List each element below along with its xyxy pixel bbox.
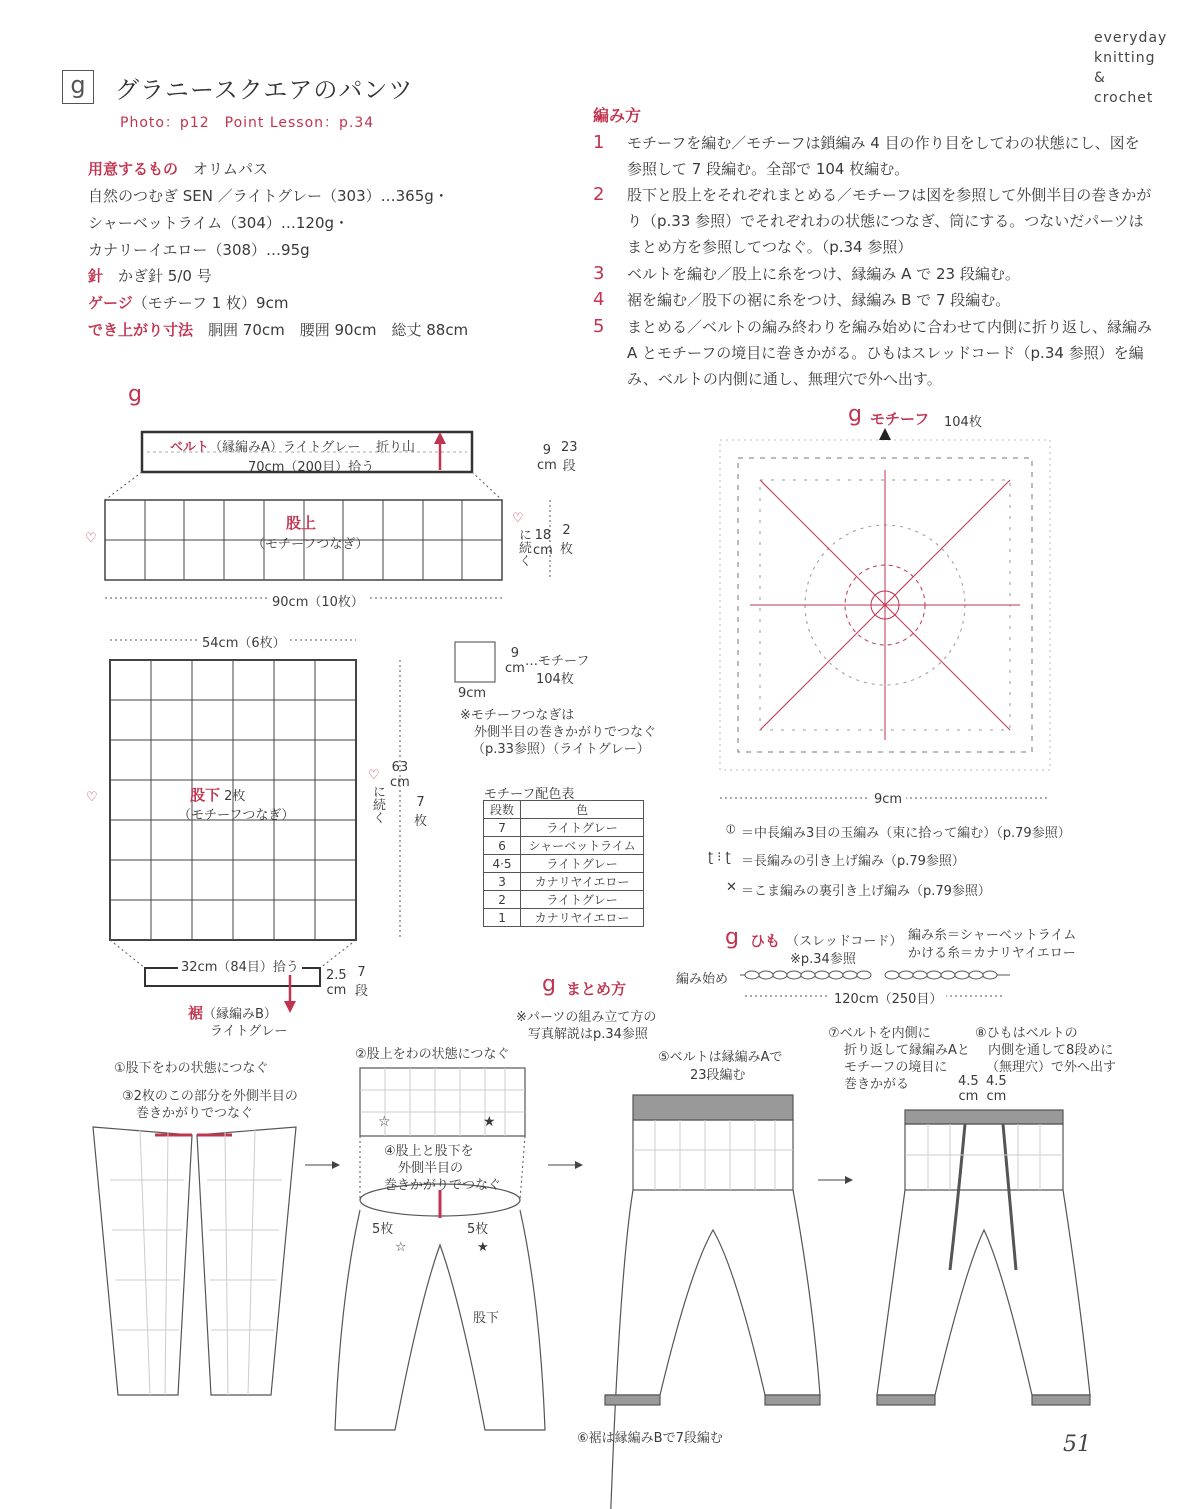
belt-width: 70cm（200目）拾う: [248, 460, 375, 475]
cord-length: 120cm（250目）: [830, 988, 946, 1007]
legend-3: ＝こま編みの裏引き上げ編み（p.79参照）: [741, 884, 991, 899]
cord-yarn1: 編み糸＝シャーベットライム: [908, 928, 1077, 943]
assembly-step-8: 内側を通して8段めに: [988, 1043, 1114, 1058]
motif-width: 9cm: [458, 686, 487, 701]
hem-label: 裾（縁編みB）: [188, 1004, 277, 1022]
step-5: 5 まとめる／ベルトの編み終わりを編み始めに合わせて内側に折り返し、縁編み A とモチーフの境目に巻きかがる。ひもはスレッドコード（p.34 参照）を編み、ベルトの内側に通し、無理穴で外へ出す。: [593, 316, 1153, 388]
assembly-pants-3: [877, 1110, 1090, 1405]
assembly-g-label: g: [542, 972, 556, 997]
assembly-step-7: 折り返して縁編みAと: [844, 1043, 970, 1058]
join-note: （p.33参照）（ライトグレー）: [472, 742, 650, 757]
table-header: 段数: [484, 801, 521, 819]
assembly-note: 写真解説はp.34参照: [528, 1027, 648, 1042]
assembly-step-6: ⑥裾は縁編みBで7段編む: [577, 1431, 723, 1446]
pattern-marker: g: [62, 70, 94, 104]
legend-2: ＝長編みの引き上げ編み（p.79参照）: [741, 854, 965, 869]
motif-chart-count: 104枚: [944, 415, 982, 430]
legend-puff-icon: ⦶: [726, 822, 736, 837]
table-row: 7 ライトグレー: [484, 819, 644, 837]
assembly-pants-1: [335, 1068, 545, 1430]
cord-start: 編み始め: [676, 972, 729, 987]
step-1: 1 モチーフを編む／モチーフは鎖編み 4 目の作り目をしてわの状態にし、図を参照して 7 段編む。全部で 104 枚編む。: [593, 132, 1140, 178]
heart-icon: ♡: [85, 531, 97, 546]
assembly-step-7: ⑦ベルトを内側に: [828, 1026, 931, 1041]
belt-height: 9 cm: [537, 443, 557, 473]
cord-label: ひも: [750, 932, 781, 950]
belt-rows: 23 段: [561, 440, 578, 474]
step-4: 4 裾を編む／股下の裾に糸をつけ、縁編み B で 7 段編む。: [593, 289, 1011, 310]
page-number: 51: [1063, 1432, 1091, 1457]
continue-label: に続く: [516, 528, 531, 567]
materials-line: 用意するもの オリムパス: [88, 160, 269, 178]
star-filled-icon: ★: [477, 1240, 489, 1255]
page-subtitle: Photo：p12 Point Lesson：p.34: [120, 115, 375, 131]
page-title: グラニースクエアのパンツ: [115, 76, 414, 104]
table-row: 2 ライトグレー: [484, 891, 644, 909]
cord-drawing: [740, 971, 1010, 979]
assembly-note: ※パーツの組み立て方の: [516, 1010, 657, 1025]
cord-g-label: g: [725, 925, 739, 950]
assembly-step-2: ②股上をわの状態につなぐ: [355, 1047, 510, 1062]
size-line: でき上がり寸法 胴囲 70cm 腰囲 90cm 総丈 88cm: [88, 321, 469, 339]
color-table-title: モチーフ配色表: [484, 787, 575, 802]
hem-color: ライトグレー: [210, 1024, 288, 1039]
fold-label: 折り山: [376, 440, 416, 455]
motif-count: 104枚: [536, 672, 574, 687]
step-2: 2 股下と股上をそれぞれまとめる／モチーフは図を参照して外側半目の巻きかがり（p.33 参照）でそれぞれわの状態につなぎ、筒にする。つないだパーツはまとめ方を参照してつなぐ。（p.34 参照）: [593, 184, 1152, 256]
table-row: 4·5 ライトグレー: [484, 855, 644, 873]
belt-label: ベルト（縁編みA）ライトグレー: [170, 440, 361, 455]
assembly-step-3: ③2枚のこの部分を外側半目の: [122, 1089, 298, 1104]
dimension-right: 4.5 cm: [986, 1074, 1007, 1104]
lower-sub: （モチーフつなぎ）: [178, 808, 295, 823]
motif-chart: [720, 440, 1050, 770]
upper-height: 18 cm: [533, 528, 553, 558]
assembly-step-3: 巻きかがりでつなぐ: [136, 1106, 254, 1121]
heart-icon: ♡: [512, 511, 524, 526]
assembly-pants-2: [605, 1095, 820, 1509]
step-3: 3 ベルトを編む／股上に糸をつけ、縁編み A で 23 段編む。: [593, 263, 1020, 284]
dimension-left: 4.5 cm: [958, 1074, 979, 1104]
join-note: 外側半目の巻きかがりでつなぐ: [474, 725, 657, 740]
five-count: 5枚: [467, 1222, 489, 1237]
star-outline-icon: ☆: [378, 1114, 391, 1130]
hem-width: 32cm（84目）拾う: [178, 956, 302, 975]
assembly-step-7: モチーフの境目に: [844, 1060, 948, 1075]
motif-note: …モチーフ: [525, 654, 590, 669]
steps-heading: 編み方: [593, 106, 642, 125]
legend-1: ＝中長編み3目の玉編み（束に拾って編む）（p.79参照）: [741, 826, 1071, 841]
brand-series: everyday knitting & crochet: [1094, 30, 1168, 106]
table-row: 3 カナリヤイエロー: [484, 873, 644, 891]
assembly-step-7: 巻きかがる: [844, 1077, 910, 1092]
hem-height: 2.5 cm: [326, 968, 347, 998]
heart-icon: ♡: [368, 768, 380, 783]
join-note: ※モチーフつなぎは: [460, 708, 575, 723]
lower-label: 股下 2枚: [190, 786, 246, 804]
lower-part-label: 股下: [473, 1311, 500, 1326]
five-count: 5枚: [372, 1222, 394, 1237]
materials-line: 自然のつむぎ SEN ／ライトグレー（303）…365g・: [88, 187, 449, 205]
table-row: 6 シャーベットライム: [484, 837, 644, 855]
table-header: 色: [521, 801, 644, 819]
assembly-step-1: ①股下をわの状態につなぐ: [114, 1061, 269, 1076]
color-table: [483, 800, 644, 927]
lower-count: 7 枚: [414, 795, 428, 829]
lower-height: 63 cm: [390, 760, 410, 790]
heart-icon: ♡: [86, 790, 98, 805]
upper-width: 90cm（10枚）: [268, 591, 368, 610]
upper-label: 股上: [286, 514, 317, 532]
cord-yarn2: かける糸＝カナリヤイエロー: [908, 946, 1076, 961]
needle-line: 針 かぎ針 5/0 号: [88, 267, 212, 285]
assembly-step-4: 巻きかがりでつなぐ: [384, 1178, 502, 1193]
assembly-legs: [93, 1127, 296, 1395]
motif-height: 9 cm: [505, 646, 525, 676]
hem-rows: 7 段: [355, 965, 369, 999]
cord-sub: （スレッドコード）: [786, 934, 903, 949]
motif-g-label: g: [848, 402, 862, 427]
upper-count: 2 枚: [560, 523, 574, 557]
table-row: 1 カナリヤイエロー: [484, 909, 644, 927]
materials-line: シャーベットライム（304）…120g・: [88, 214, 350, 232]
legend-back-post-icon: ✕: [726, 880, 737, 895]
motif-chart-label: モチーフ: [870, 410, 930, 428]
continue-label: に続く: [370, 785, 385, 824]
diagram-g-label: g: [128, 382, 142, 407]
assembly-step-5: 23段編む: [690, 1068, 746, 1083]
star-outline-icon: ☆: [395, 1240, 407, 1255]
upper-sub: （モチーフつなぎ）: [252, 537, 369, 552]
materials-line: カナリーイエロー（308）…95g: [88, 241, 310, 259]
assembly-step-4: ④股上と股下を: [384, 1144, 474, 1159]
assembly-title: まとめ方: [566, 980, 627, 998]
legend-post-icon: ʈ ⁝ ʈ: [708, 850, 731, 865]
assembly-step-4: 外側半目の: [398, 1161, 464, 1176]
star-filled-icon: ★: [483, 1114, 496, 1130]
assembly-step-8: （無理穴）で外へ出す: [986, 1060, 1117, 1075]
assembly-step-5: ⑤ベルトは縁編みAで: [658, 1050, 783, 1065]
motif-chart-width: 9cm: [870, 792, 906, 807]
gauge-line: ゲージ（モチーフ 1 枚）9cm: [88, 294, 289, 312]
cord-ref: ※p.34参照: [790, 952, 856, 967]
assembly-step-8: ⑧ひもはベルトの: [975, 1026, 1078, 1041]
lower-top-width: 54cm（6枚）: [198, 632, 290, 651]
